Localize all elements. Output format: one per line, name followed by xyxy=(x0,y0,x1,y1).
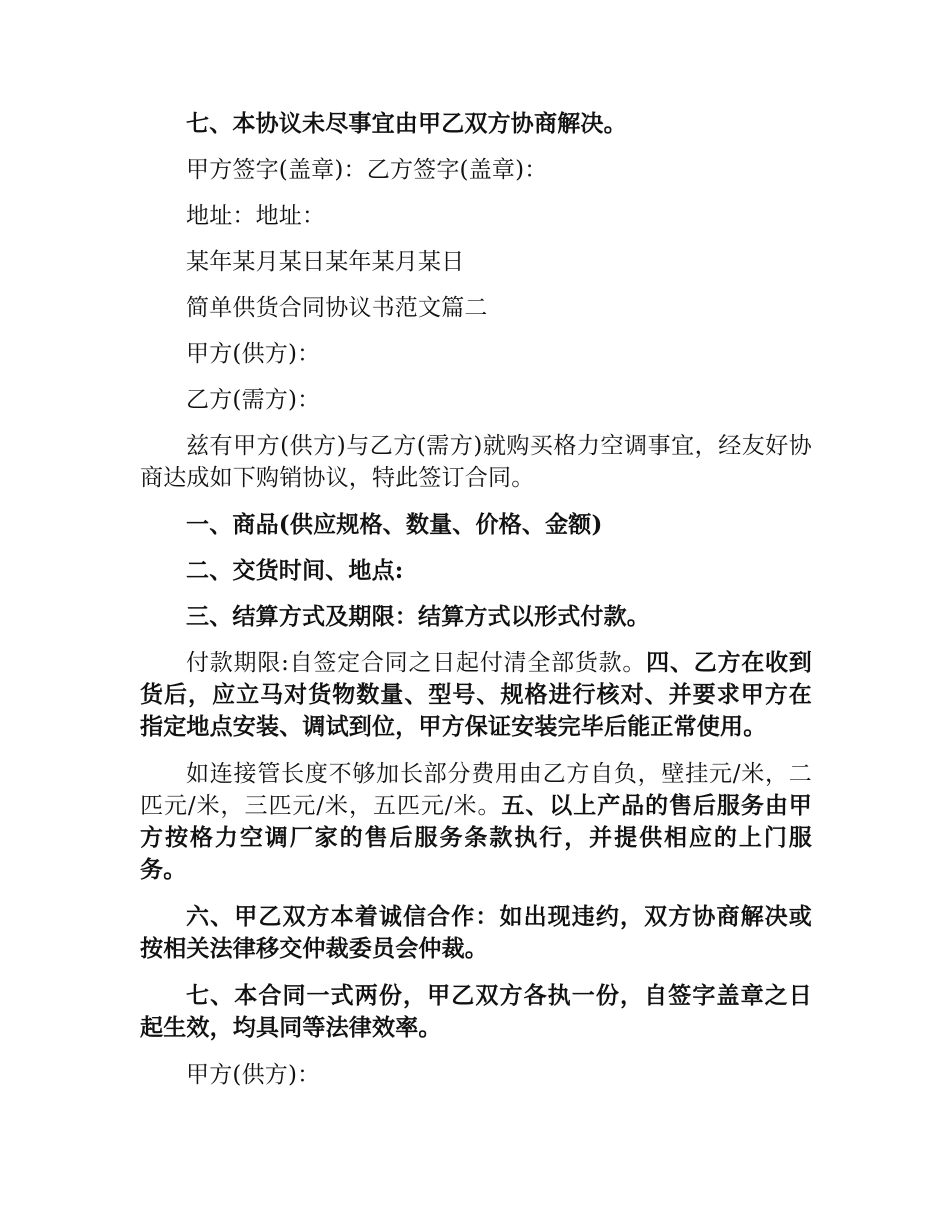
clause-7-unresolved-matters: 七、本协议未尽事宜由甲乙双方协商解决。 xyxy=(186,110,627,137)
clause-6-breach: 六、甲乙双方本着诚信合作：如出现违约，双方协商解决或按相关法律移交仲裁委员会仲裁。 xyxy=(140,903,812,962)
party-a-signature-line: 甲方(供方)： xyxy=(186,1062,321,1088)
payment-term-paragraph xyxy=(140,647,812,743)
section-title: 简单供货合同协议书范文篇二 xyxy=(186,295,488,321)
clause-5-after-sales: 五、以上产品的售后服务由甲方按格力空调厂家的售后服务条款执行，并提供相应的上门服务。 xyxy=(140,792,812,883)
pipe-cost-text: 如连接管长度不够加长部分费用由乙方自负，壁挂元/米，二匹元/米，三匹元/米，五匹元/米。 xyxy=(140,761,812,819)
party-b-line: 乙方(需方)： xyxy=(186,387,321,413)
payment-term-text: 付款期限:自签定合同之日起付清全部货款。 xyxy=(186,650,647,676)
pipe-cost-paragraph xyxy=(140,758,812,886)
signature-line: 甲方签字(盖章)：乙方签字(盖章)： xyxy=(186,157,548,183)
date-line: 某年某月某日某年某月某日 xyxy=(186,249,465,275)
document-page xyxy=(140,108,812,1091)
address-line: 地址：地址： xyxy=(186,203,326,229)
clause-7-copies: 七、本合同一式两份，甲乙双方各执一份，自签字盖章之日起生效，均具同等法律效率。 xyxy=(140,982,812,1041)
party-a-line: 甲方(供方)： xyxy=(186,341,321,367)
clause-2-delivery: 二、交货时间、地点: xyxy=(186,557,404,584)
clause-3-settlement: 三、结算方式及期限：结算方式以形式付款。 xyxy=(186,603,650,630)
preamble-paragraph: 兹有甲方(供方)与乙方(需方)就购买格力空调事宜，经友好协商达成如下购销协议，特此签订合同。 xyxy=(140,433,812,491)
clause-1-goods: 一、商品(供应规格、数量、价格、金额) xyxy=(186,511,603,538)
clause-4-inspection: 四、乙方在收到货后，应立马对货物数量、型号、规格进行核对、并要求甲方在指定地点安装、调试到位，甲方保证安装完毕后能正常使用。 xyxy=(140,649,812,740)
